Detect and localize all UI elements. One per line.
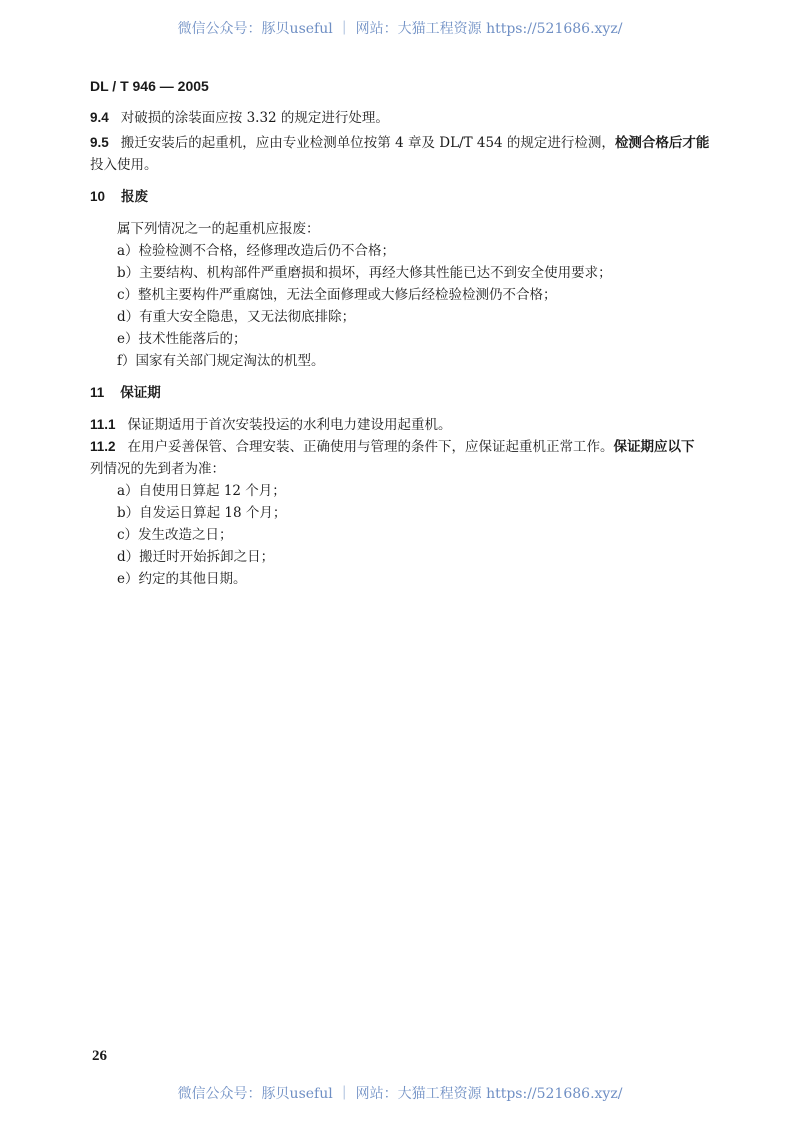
- list-item: d）搬迁时开始拆卸之日；: [117, 549, 275, 565]
- list-item: f）国家有关部门规定淘汰的机型。: [117, 353, 325, 369]
- list-item: e）技术性能落后的；: [117, 331, 247, 347]
- watermark-top: 微信公众号：豚贝useful ｜ 网站：大猫工程资源 https://521686.xyz/: [177, 21, 623, 37]
- section-10-heading: [90, 187, 148, 207]
- clause-bold-text: 保证期应以下: [613, 439, 695, 455]
- clause-text: 保证期适用于首次安装投运的水利电力建设用起重机。: [127, 417, 452, 433]
- list-item: b）主要结构、机构部件严重磨损和损坏，再经大修其性能已达不到安全使用要求；: [117, 265, 612, 281]
- standard-header: DL / T 946 — 2005: [90, 78, 209, 94]
- clause-text: 对破损的涂装面应按 3.32 的规定进行处理。: [120, 110, 389, 126]
- clause-9-5: [90, 133, 709, 153]
- clause-number: 9.4: [90, 110, 109, 125]
- clause-11-2: [90, 437, 695, 457]
- clause-number: 9.5: [90, 135, 109, 150]
- list-item: d）有重大安全隐患，又无法彻底排除；: [117, 309, 356, 325]
- clause-number: 11.2: [90, 439, 116, 454]
- list-item: a）检验检测不合格，经修理改造后仍不合格；: [117, 243, 396, 259]
- clause-9-4: [90, 108, 389, 128]
- clause-number: 11.1: [90, 417, 116, 432]
- list-item: c）发生改造之日；: [117, 527, 233, 543]
- section-10-intro: 属下列情况之一的起重机应报废：: [117, 221, 320, 237]
- list-item: b）自发运日算起 18 个月；: [117, 505, 287, 521]
- section-number: 11: [90, 385, 105, 400]
- section-11-heading: [90, 383, 161, 403]
- section-title: 保证期: [120, 385, 161, 401]
- list-item: c）整机主要构件严重腐蚀，无法全面修理或大修后经检验检测仍不合格；: [117, 287, 557, 303]
- clause-11-2-cont: 列情况的先到者为准：: [90, 461, 225, 477]
- list-item: e）约定的其他日期。: [117, 571, 247, 587]
- clause-bold-text: 检测合格后才能: [614, 135, 710, 151]
- watermark-bottom: 微信公众号：豚贝useful ｜ 网站：大猫工程资源 https://521686.xyz/: [177, 1086, 623, 1102]
- section-title: 报废: [121, 189, 149, 205]
- list-item: a）自使用日算起 12 个月；: [117, 483, 286, 499]
- clause-9-5-cont: 投入使用。: [90, 157, 158, 173]
- clause-text: 在用户妥善保管、合理安装、正确使用与管理的条件下，应保证起重机正常工作。: [127, 439, 614, 455]
- page-number: 26: [92, 1048, 107, 1064]
- clause-11-1: [90, 415, 452, 435]
- clause-text: 搬迁安装后的起重机，应由专业检测单位按第 4 章及 DL/T 454 的规定进行检测，: [120, 135, 615, 151]
- section-number: 10: [90, 189, 106, 204]
